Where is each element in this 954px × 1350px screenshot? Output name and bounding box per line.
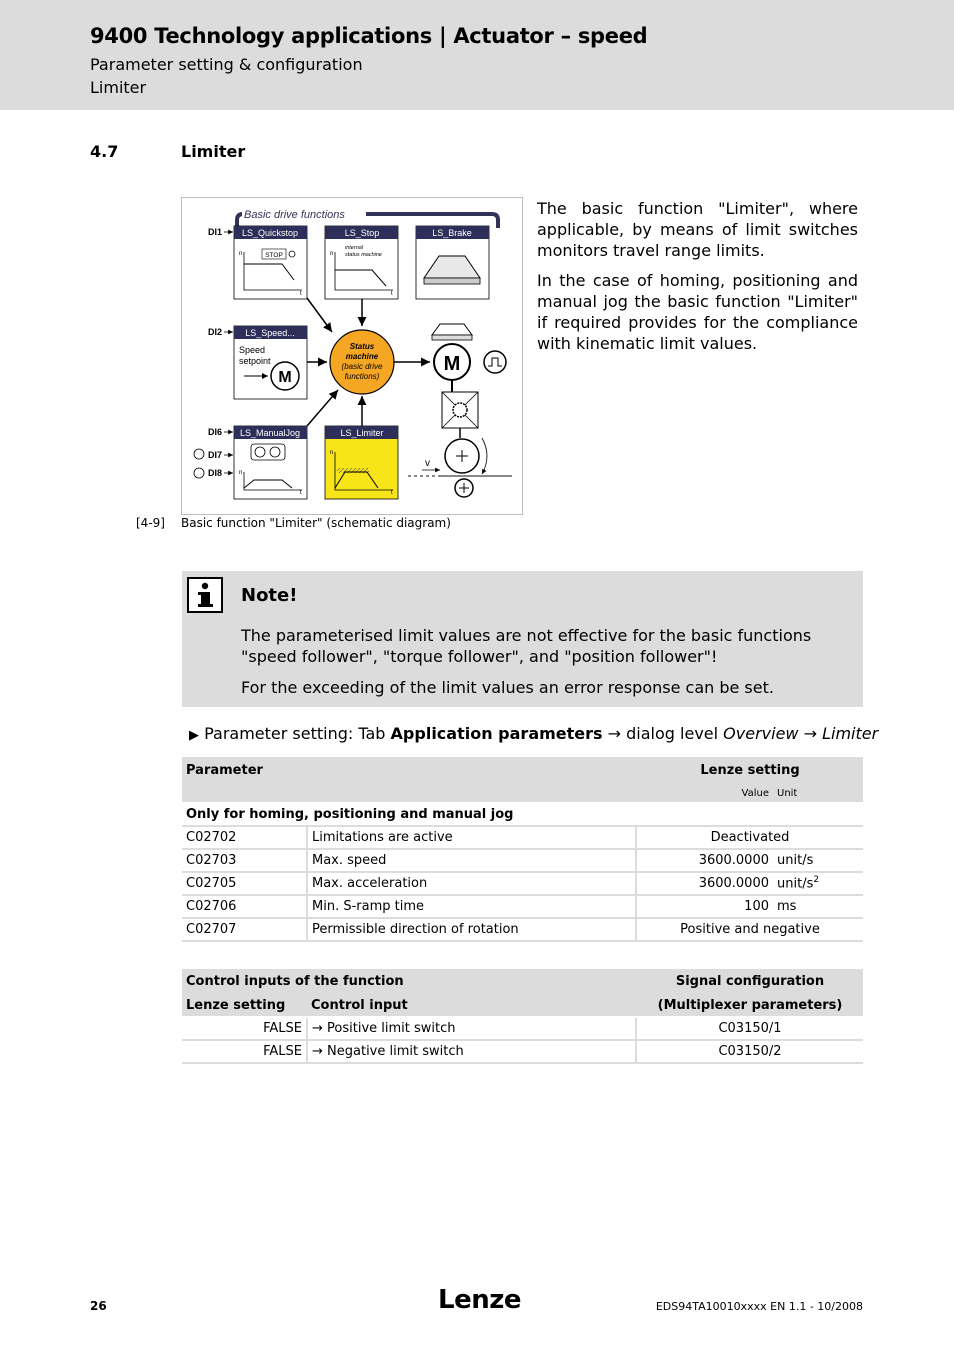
axis-t-label: t bbox=[391, 490, 393, 496]
section-number: 4.7 bbox=[90, 142, 119, 161]
input-di6: DI6 bbox=[208, 427, 223, 437]
internal-status-2: status machine bbox=[345, 252, 382, 258]
table-row bbox=[182, 849, 863, 872]
param-target: Limiter bbox=[822, 724, 879, 743]
group-label: Basic drive functions bbox=[244, 209, 345, 221]
velocity-label: v bbox=[425, 458, 430, 469]
control-input: Positive limit switch bbox=[327, 1021, 456, 1036]
param-code: C02703 bbox=[182, 849, 307, 872]
param-desc: Max. speed bbox=[307, 849, 636, 872]
param-unit-exponent: 2 bbox=[813, 875, 820, 886]
axis-n-label: n bbox=[330, 450, 334, 456]
control-mux: C03150/1 bbox=[636, 1017, 863, 1040]
document-id: EDS94TA10010xxxx EN 1.1 - 10/2008 bbox=[655, 1300, 863, 1313]
intro-text bbox=[537, 198, 858, 363]
note-paragraph-2: For the exceeding of the limit values an error response can be set. bbox=[241, 678, 774, 697]
input-di1: DI1 bbox=[208, 227, 223, 237]
param-value: Positive and negative bbox=[636, 918, 863, 941]
axis-t-label: t bbox=[300, 490, 302, 496]
control-setting: FALSE bbox=[182, 1017, 307, 1040]
table-row bbox=[182, 872, 863, 895]
block-limiter bbox=[325, 426, 398, 499]
drive-motor-label: M bbox=[443, 353, 461, 375]
status-machine-line2: machine bbox=[345, 352, 379, 361]
block-speed bbox=[234, 326, 307, 399]
motor-symbol-label: M bbox=[278, 369, 292, 386]
param-value: 3600.0000 bbox=[636, 849, 773, 872]
lenze-logo: Lenze bbox=[438, 1285, 521, 1315]
triangle-bullet-icon: ▶ bbox=[189, 728, 199, 743]
input-di7: DI7 bbox=[208, 450, 223, 460]
control-input: Negative limit switch bbox=[327, 1044, 464, 1059]
schematic-diagram bbox=[181, 197, 523, 515]
param-level: Overview bbox=[723, 724, 799, 743]
note-title: Note! bbox=[241, 585, 298, 606]
status-machine-line1: Status bbox=[349, 342, 375, 351]
param-code: C02705 bbox=[182, 872, 307, 895]
header-unit: Unit bbox=[777, 788, 798, 799]
param-code: C02707 bbox=[182, 918, 307, 941]
table-row bbox=[182, 918, 863, 941]
input-di8: DI8 bbox=[208, 468, 223, 478]
header-signal-config: Signal configuration bbox=[636, 969, 863, 994]
param-unit: ms bbox=[773, 895, 863, 918]
table-row bbox=[182, 895, 863, 918]
axis-n-label: n bbox=[239, 251, 243, 257]
arrow-right-icon: → bbox=[312, 1021, 328, 1036]
info-icon bbox=[187, 577, 223, 613]
parameter-table bbox=[182, 757, 863, 942]
header-lenze-setting: Lenze setting bbox=[636, 757, 863, 783]
arrow-right-icon: → bbox=[607, 724, 622, 743]
block-limiter-label: LS_Limiter bbox=[340, 428, 384, 438]
intro-paragraph-2: In the case of homing, positioning and manual jog the basic function "Limiter" if required provides for the compliance with kinematic limit values. bbox=[537, 271, 858, 353]
internal-status-1: internal bbox=[345, 245, 364, 251]
header-control-inputs: Control inputs of the function bbox=[182, 969, 636, 994]
param-mid: dialog level bbox=[626, 724, 719, 743]
block-brake-label: LS_Brake bbox=[432, 228, 472, 238]
header-value: Value bbox=[741, 788, 769, 799]
param-value: Deactivated bbox=[636, 826, 863, 849]
block-quickstop bbox=[234, 226, 307, 299]
param-code: C02706 bbox=[182, 895, 307, 918]
param-value: 3600.0000 bbox=[636, 872, 773, 895]
control-mux: C03150/2 bbox=[636, 1040, 863, 1063]
param-unit: unit/s bbox=[773, 849, 863, 872]
header-control-input: Control input bbox=[307, 994, 636, 1017]
figure-number: [4-9] bbox=[136, 516, 165, 530]
input-di2: DI2 bbox=[208, 327, 223, 337]
param-value: 100 bbox=[636, 895, 773, 918]
note-paragraph-1: The parameterised limit values are not effective for the basic functions "speed follower", "torque follower", and "position follower"! bbox=[241, 626, 812, 666]
status-machine-line4: functions) bbox=[344, 372, 380, 381]
page-header bbox=[0, 0, 954, 110]
block-stop bbox=[325, 226, 398, 299]
stop-sign-label: STOP bbox=[265, 252, 283, 259]
param-unit-cell bbox=[773, 872, 863, 895]
group-row: Only for homing, positioning and manual jog bbox=[182, 803, 863, 826]
table-row bbox=[182, 1040, 863, 1063]
param-desc: Limitations are active bbox=[307, 826, 636, 849]
speed-setpoint-1: Speed bbox=[239, 345, 266, 355]
intro-paragraph-1: The basic function "Limiter", where applicable, by means of limit switches monitors travel range limits. bbox=[537, 199, 858, 260]
control-input-cell bbox=[307, 1017, 636, 1040]
param-desc: Min. S-ramp time bbox=[307, 895, 636, 918]
block-manualjog-label: LS_ManualJog bbox=[239, 428, 301, 438]
axis-n-label: n bbox=[330, 251, 334, 257]
param-unit: unit/s bbox=[777, 876, 814, 892]
table-row bbox=[182, 1017, 863, 1040]
speed-setpoint-2: setpoint bbox=[239, 356, 271, 366]
control-inputs-table bbox=[182, 969, 863, 1064]
block-stop-label: LS_Stop bbox=[344, 228, 380, 238]
parameter-setting-path bbox=[189, 724, 878, 743]
param-desc: Max. acceleration bbox=[307, 872, 636, 895]
header-multiplexer: (Multiplexer parameters) bbox=[636, 994, 863, 1017]
param-code: C02702 bbox=[182, 826, 307, 849]
document-title: 9400 Technology applications | Actuator – speed bbox=[90, 24, 648, 48]
control-input-cell bbox=[307, 1040, 636, 1063]
figure-caption: Basic function "Limiter" (schematic diagram) bbox=[181, 516, 451, 530]
chapter-subtitle: Parameter setting & configuration bbox=[90, 55, 363, 74]
param-tab: Application parameters bbox=[390, 724, 603, 743]
section-title: Limiter bbox=[181, 142, 246, 161]
block-quickstop-label: LS_Quickstop bbox=[241, 228, 299, 238]
note-box bbox=[182, 571, 863, 707]
block-manualjog bbox=[234, 426, 307, 499]
param-desc: Permissible direction of rotation bbox=[307, 918, 636, 941]
axis-n-label: n bbox=[239, 470, 243, 476]
header-parameter: Parameter bbox=[182, 757, 636, 783]
block-speed-label: LS_Speed... bbox=[245, 328, 295, 338]
table-row bbox=[182, 826, 863, 849]
section-subtitle: Limiter bbox=[90, 78, 147, 97]
axis-t-label: t bbox=[300, 291, 302, 297]
control-setting: FALSE bbox=[182, 1040, 307, 1063]
status-machine-line3: (basic drive bbox=[341, 362, 383, 371]
arrow-right-icon: → bbox=[803, 724, 817, 743]
param-prefix: Parameter setting: Tab bbox=[204, 724, 386, 743]
page-number: 26 bbox=[90, 1299, 107, 1313]
axis-t-label: t bbox=[391, 291, 393, 297]
header-lenze-setting: Lenze setting bbox=[182, 994, 307, 1017]
block-brake bbox=[416, 226, 489, 299]
arrow-right-icon: → bbox=[312, 1044, 328, 1059]
status-machine bbox=[330, 330, 394, 394]
